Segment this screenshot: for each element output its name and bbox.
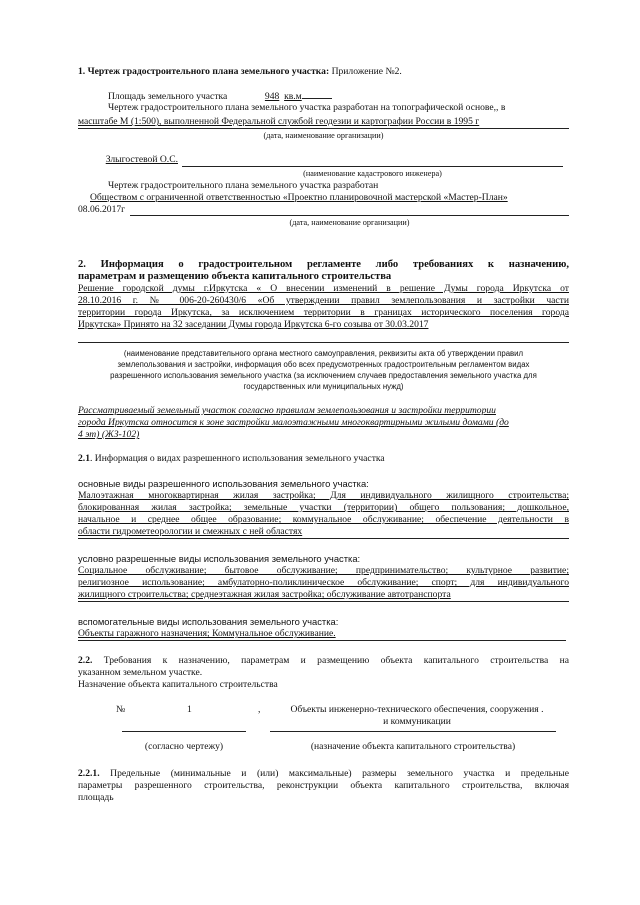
- divider: [122, 731, 246, 732]
- engineer-line: Злыгостевой О.С.: [105, 154, 178, 165]
- divider: [78, 601, 569, 602]
- conditional-uses-line: жилищного строительства; среднеэтажная жилая застройка; обслуживание автотранспорта: [78, 589, 451, 600]
- divider: [270, 731, 556, 732]
- decision-line: 28.10.2016 г. № 006-20-260430/6 «Об утверждении правил землепользования и застройки части: [78, 295, 569, 306]
- caption-organization-2: (дата, наименование организации): [289, 218, 410, 227]
- divider: [78, 128, 569, 129]
- drawing-basis-detail: масштабе М (1:500), выполненной Федеральной службой геодезии и картографии России в 1995 г: [78, 116, 480, 127]
- caption-regulation: (наименование представительного органа местного самоуправления, реквизиты акта об утверждении правил: [123, 349, 524, 358]
- section-2-2-1-line: площадь: [78, 792, 114, 803]
- purpose-label: Назначение объекта капитального строительства: [78, 679, 278, 690]
- caption-organization: (дата, наименование организации): [263, 131, 384, 140]
- divider: [182, 166, 563, 167]
- section-2-2-1-line: параметры разрешенного строительства, реконструкции объекта капитального строительства, включая: [78, 780, 569, 791]
- section-2-heading-line-2: параметрам и размещению объекта капитального строительства: [78, 271, 392, 282]
- object-purpose: Объекты инженерно-технического обеспечения, сооружения .: [290, 704, 544, 715]
- comma: ,: [258, 704, 261, 715]
- caption-regulation: землепользования и застройки, информация обо всех предусмотренных градостроительным регламентом видах: [117, 360, 530, 369]
- caption-regulation: государственных или муниципальных нужд): [243, 382, 404, 391]
- caption-engineer: (наименование кадастрового инженера): [303, 169, 442, 178]
- section-2-2-heading-line-2: указанном земельном участке.: [78, 667, 203, 678]
- main-uses-line: Малоэтажная многоквартирная жилая застройка; Для индивидуального жилищного строительства;: [78, 490, 569, 501]
- drawing-basis-line: Чертеж градостроительного плана земельного участка разработан на топографической основе,, в: [108, 102, 506, 113]
- conditional-uses-line: религиозное использование; амбулаторно-поликлиническое обслуживание; спорт; для индивидуального: [78, 577, 569, 588]
- caption-drawing: (согласно чертежу): [144, 741, 224, 752]
- organization-date: 08.06.2017г: [78, 204, 126, 215]
- main-uses-label: основные виды разрешенного использования земельного участка:: [78, 478, 369, 489]
- divider: [78, 640, 566, 641]
- main-uses-line: области гидрометеорологии и смежных с ней областях: [78, 526, 303, 537]
- divider: [78, 342, 569, 343]
- section-1-heading: 1. Чертеж градостроительного плана земельного участка: Приложение №2.: [78, 66, 402, 77]
- developed-by-line: Чертеж градостроительного плана земельного участка разработан: [108, 180, 379, 191]
- object-purpose: и коммуникации: [383, 716, 451, 727]
- decision-line: территории города Иркутска, за исключением территории в границах исторического поселения города: [78, 307, 569, 318]
- section-2-2-heading: 2.2. Требования к назначению, параметрам и размещению объекта капитального строительства на: [78, 655, 569, 666]
- section-2-1-heading: 2.1. Информация о видах разрешенного использования земельного участка: [78, 453, 385, 464]
- caption-purpose: (назначение объекта капитального строительства): [310, 741, 516, 752]
- main-uses-line: начальное и среднее общее образование; коммунальное обслуживание; обеспечение деятельности в: [78, 514, 569, 525]
- auxiliary-uses-line: Объекты гаражного назначения; Коммунальное обслуживание.: [78, 628, 336, 639]
- divider: [130, 215, 569, 216]
- caption-regulation: разрешенного использования земельного участка (за исключением случаев предоставления земельного участка для: [110, 371, 537, 380]
- section-2-heading: 2. Информация о градостроительном регламенте либо требованиях к назначению,: [78, 259, 569, 270]
- number-sign: №: [116, 704, 126, 715]
- plot-area-line: Площадь земельного участка 948 кв.м: [108, 89, 332, 103]
- decision-line: Иркутска» Принято на 32 заседании Думы города Иркутска 6-го созыва от 30.03.2017: [78, 319, 429, 330]
- decision-line: Решение городской думы г.Иркутска « О внесении изменений в решение Думы города Иркутска от: [78, 283, 569, 294]
- conditional-uses-line: Социальное обслуживание; бытовое обслуживание; предпринимательство; культурное развитие;: [78, 565, 569, 576]
- zone-statement: города Иркутска относится к зоне застройки малоэтажными многоквартирными жилыми домами (до: [78, 417, 509, 428]
- auxiliary-uses-label: вспомогательные виды использования земельного участка:: [78, 616, 339, 627]
- object-number: 1: [187, 704, 192, 715]
- main-uses-line: блокированная жилая застройка; земельные участки (территории) общего пользования; дошкольное,: [78, 502, 569, 513]
- organization-name: Обществом с ограниченной ответственностью «Проектно планировочной мастерской «Мастер-План»: [90, 192, 508, 203]
- section-2-2-1-heading: 2.2.1. Предельные (минимальные и (или) максимальные) размеры земельного участка и предельные: [78, 768, 569, 779]
- conditional-uses-label: условно разрешенные виды использования земельного участка:: [78, 553, 361, 564]
- zone-statement: Рассматриваемый земельный участок согласно правилам землепользования и застройки территории: [78, 405, 496, 416]
- divider: [78, 538, 569, 539]
- zone-statement: 4 эт) (ЖЗ-102): [78, 429, 140, 440]
